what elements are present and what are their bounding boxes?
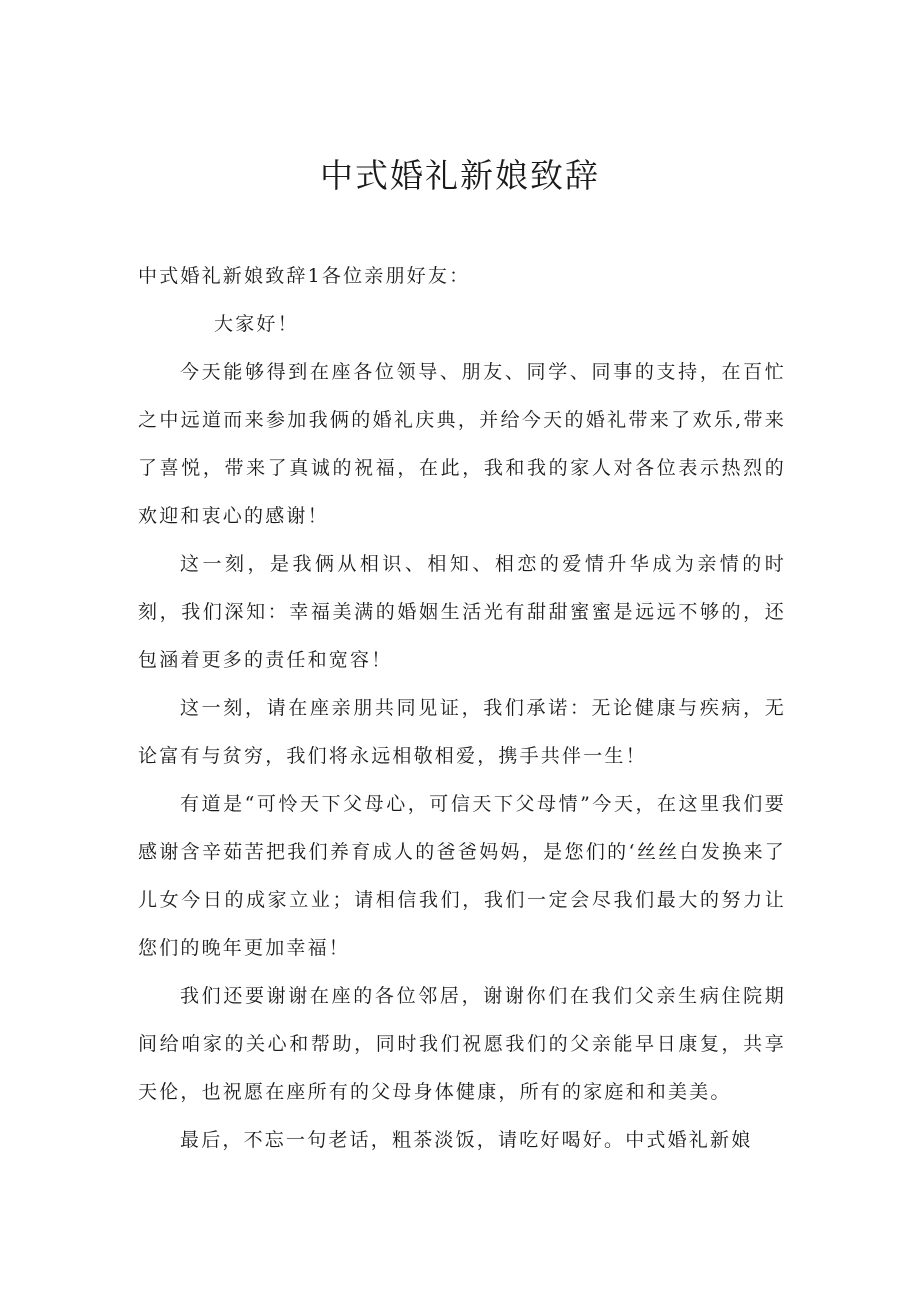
document-title: 中式婚礼新娘致辞 bbox=[320, 156, 600, 195]
paragraph-thanks: 今天能够得到在座各位领导、朋友、同学、同事的支持，在百忙之中远道而来参加我俩的婚礼庆典，并给今天的婚礼带来了欢乐,带来了喜悦，带来了真诚的祝福，在此，我和我的家人对各位表示热烈的欢迎和衷心的感谢！ bbox=[138, 361, 786, 527]
paragraph-promise: 这一刻，请在座亲朋共同见证，我们承诺：无论健康与疾病，无论富有与贫穷，我们将永远相敬相爱，携手共伴一生！ bbox=[138, 697, 786, 767]
paragraph-parents: 有道是“可怜天下父母心，可信天下父母情”今天，在这里我们要感谢含辛茹苦把我们养育成人的爸爸妈妈，是您们的‘丝丝白发换来了儿女今日的成家立业；请相信我们，我们一定会尽我们最大的努力让您们的晚年更加幸福！ bbox=[138, 793, 786, 959]
paragraph-moment: 这一刻，是我俩从相识、相知、相恋的爱情升华成为亲情的时刻，我们深知：幸福美满的婚姻生活光有甜甜蜜蜜是远远不够的，还包涵着更多的责任和宽容！ bbox=[138, 553, 786, 671]
document-body bbox=[138, 252, 786, 1164]
paragraph-closing: 最后，不忘一句老话，粗茶淡饭，请吃好喝好。中式婚礼新娘 bbox=[180, 1129, 753, 1151]
paragraph-neighbors: 我们还要谢谢在座的各位邻居，谢谢你们在我们父亲生病住院期间给咱家的关心和帮助，同时我们祝愿我们的父亲能早日康复，共享天伦，也祝愿在座所有的父母身体健康，所有的家庭和和美美。 bbox=[138, 985, 786, 1103]
paragraph-greeting: 大家好！ bbox=[214, 313, 299, 335]
paragraph-intro: 中式婚礼新娘致辞1各位亲朋好友： bbox=[138, 265, 471, 287]
